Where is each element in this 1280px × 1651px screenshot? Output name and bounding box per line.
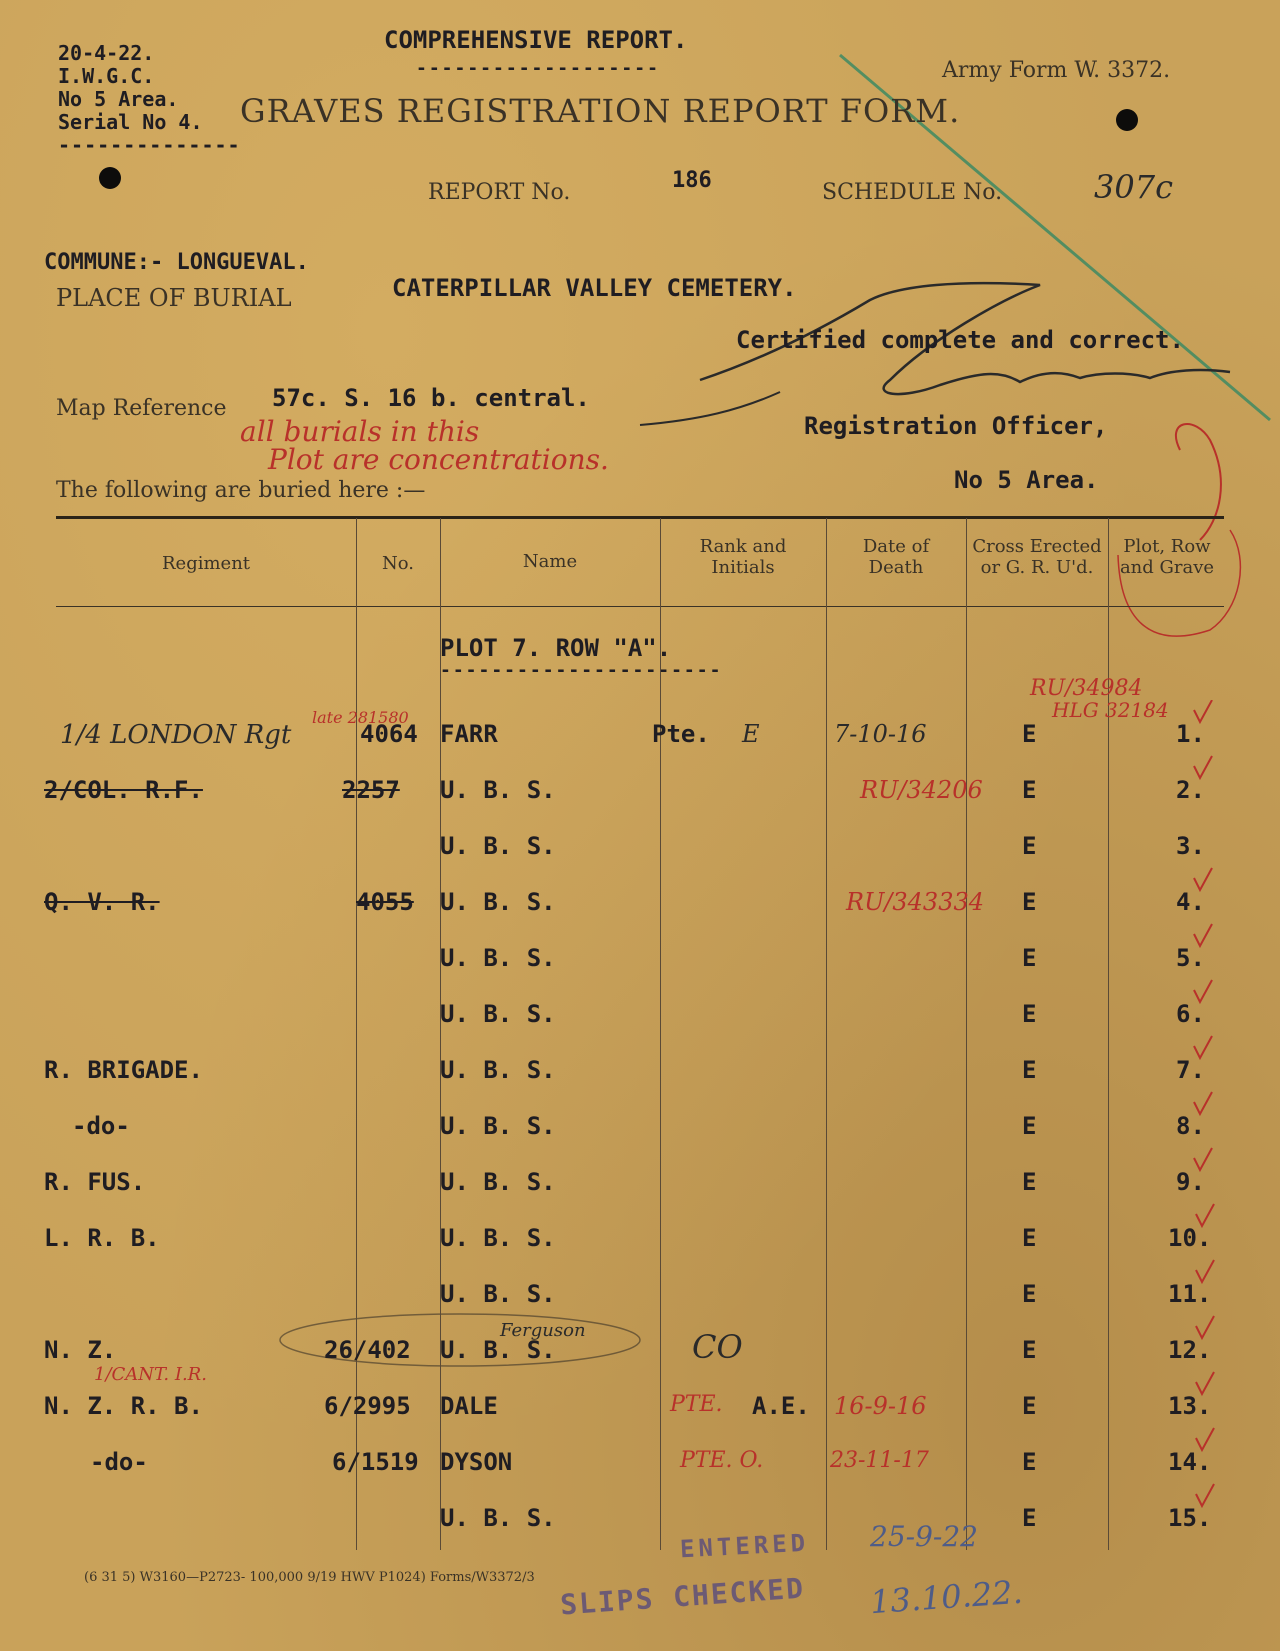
report-type: COMPREHENSIVE REPORT. [384,26,688,54]
soldier-name: U. B. S. [440,1112,556,1140]
initials-hand: E [742,720,760,748]
schedule-no-label: SCHEDULE No. [822,180,1003,205]
table-row [0,676,1280,766]
check-mark [1196,1372,1214,1394]
stamp-date: 20-4-22. [58,41,155,65]
service-number: 6/2995 [324,1392,411,1420]
number-hand: late 281580 [312,708,409,727]
check-mark [1196,1204,1214,1226]
grave-number: 9. [1176,1168,1205,1196]
regiment: Q. V. R. [44,888,160,916]
col-header-plot: Plot, Row and Grave [1119,536,1215,578]
grave-number: 3. [1176,832,1205,860]
check-mark [1194,700,1212,722]
check-mark [1196,1428,1214,1450]
handwritten-note [240,415,609,476]
commune: COMMUNE:- LONGUEVAL. [44,250,309,275]
service-number: 26/402 [324,1336,411,1364]
table-row [0,1494,1280,1550]
regiment-hand: 1/4 LONDON Rgt [60,720,292,750]
stamp-iwgc: I.W.G.C. [58,64,155,88]
regiment: N. Z. [44,1336,117,1364]
rank-hand: PTE. [670,1392,723,1417]
grave-number: 5. [1176,944,1205,972]
punch-hole-left [99,167,121,189]
office-stamp [58,42,241,157]
cross-status: E [1022,1224,1037,1252]
regiment: R. FUS. [44,1168,146,1196]
check-mark [1194,868,1212,890]
date-of-death: 16-9-16 [834,1392,927,1420]
table-row [0,878,1280,934]
check-mark [1196,1316,1214,1338]
plot-heading-underline: ---------------------- [440,660,723,681]
grave-number: 14. [1168,1448,1212,1476]
table-row [0,1102,1280,1158]
grave-number: 1. [1176,720,1205,748]
soldier-name: U. B. S. [440,944,556,972]
soldier-name: DALE [440,1392,498,1420]
soldier-name: U. B. S. [440,888,556,916]
report-type-underline: ------------------- [416,58,660,79]
table-row [0,1438,1280,1494]
name-hand: Ferguson [500,1320,586,1341]
cross-status: E [1022,1392,1037,1420]
date-red-note: RU/34206 [860,776,983,804]
signature-tail [640,392,780,425]
table-row [0,766,1280,822]
grave-number: 15. [1168,1504,1212,1532]
registration-officer: Registration Officer, [804,412,1108,440]
check-mark [1194,1036,1212,1058]
slips-checked-stamp: SLIPS CHECKED [559,1571,807,1622]
service-number: 4064 [360,720,418,748]
service-number: 6/1519 [332,1448,419,1476]
certified-statement: Certified complete and correct. [736,326,1184,354]
cross-status: E [1022,1336,1037,1364]
soldier-name: U. B. S. [440,1504,556,1532]
check-mark [1194,756,1212,778]
place-of-burial-value: CATERPILLAR VALLEY CEMETERY. [392,274,797,302]
table-row [0,934,1280,990]
map-reference-label: Map Reference [56,396,227,421]
table-row [0,1364,1280,1438]
handwritten-note-line-1: all burials in this [240,415,480,448]
cross-status: E [1022,944,1037,972]
rank-hand: CO [692,1328,743,1366]
date-of-death: 23-11-17 [830,1448,929,1473]
initials: A.E. [752,1392,810,1420]
cross-status: E [1022,888,1037,916]
soldier-name: U. B. S. [440,776,556,804]
plot-heading: PLOT 7. ROW "A". [440,634,672,662]
stamp-underline: -------------- [58,133,241,157]
col-header-regiment: Regiment [161,553,251,574]
report-no-label: REPORT No. [428,180,571,205]
table-row [0,1046,1280,1102]
check-mark [1194,1148,1212,1170]
cross-status: E [1022,1168,1037,1196]
grave-number: 12. [1168,1336,1212,1364]
cross-status: E [1022,776,1037,804]
date-of-death: 7-10-16 [834,720,927,748]
cross-status: E [1022,1112,1037,1140]
col-header-rank: Rank and Initials [699,536,787,578]
grave-number: 4. [1176,888,1205,916]
table-row [0,1158,1280,1214]
soldier-name: U. B. S. [440,1168,556,1196]
regiment: -do- [72,1112,130,1140]
check-mark [1196,1260,1214,1282]
check-mark [1194,924,1212,946]
soldier-name: U. B. S. [440,1336,556,1364]
table-header-rule [56,606,1224,607]
regiment: -do- [90,1448,148,1476]
rank: Pte. [652,720,710,748]
col-header-no: No. [382,553,414,574]
table-row [0,822,1280,878]
regiment-hand: 1/CANT. I.R. [94,1364,207,1385]
table-row [0,1214,1280,1270]
col-header-date: Date of Death [862,536,930,578]
service-number: 4055 [356,888,414,916]
col-header-cross: Cross Erected or G. R. U'd. [972,536,1102,578]
cross-status: E [1022,1280,1037,1308]
soldier-name: U. B. S. [440,1056,556,1084]
soldier-name: U. B. S. [440,1224,556,1252]
row-ink-note: HLG 32184 [1052,698,1169,722]
table-row [0,1270,1280,1326]
punch-hole-right [1116,109,1138,131]
handwritten-note-line-2: Plot are concentrations. [268,443,609,476]
red-bracket-mark [1176,424,1221,540]
army-form-number: Army Form W. 3372. [942,58,1171,83]
regiment: 2/COL. R.F. [44,776,203,804]
report-no-value: 186 [672,168,712,193]
place-of-burial-label: PLACE OF BURIAL [56,284,292,312]
grave-number: 10. [1168,1224,1212,1252]
grave-number: 13. [1168,1392,1212,1420]
grave-number: 11. [1168,1280,1212,1308]
cross-status: E [1022,1448,1037,1476]
schedule-no-value: 307c [1094,168,1173,206]
footer-print-code: (6 31 5) W3160—P2723- 100,000 9/19 HWV P1024) Forms/W3372/3 [84,1570,535,1585]
col-header-name: Name [522,551,578,572]
cross-status: E [1022,720,1037,748]
map-reference-value: 57c. S. 16 b. central. [272,384,590,412]
service-number: 2257 [342,776,400,804]
entered-stamp-date: 25-9-22 [870,1520,978,1553]
check-marks [1192,700,1232,1540]
grave-number: 2. [1176,776,1205,804]
check-mark [1194,980,1212,1002]
rank-hand: PTE. O. [680,1448,764,1473]
table-top-rule [56,516,1224,519]
soldier-name: U. B. S. [440,1000,556,1028]
regiment: N. Z. R. B. [44,1392,203,1420]
check-mark [1194,1092,1212,1114]
form-title: GRAVES REGISTRATION REPORT FORM. [240,92,961,130]
cross-status: E [1022,1000,1037,1028]
area-label: No 5 Area. [954,466,1099,494]
table-row [0,990,1280,1046]
cross-status: E [1022,1504,1037,1532]
grave-number: 7. [1176,1056,1205,1084]
buried-here-label: The following are buried here :— [56,478,426,503]
soldier-name: FARR [440,720,498,748]
stamp-area: No 5 Area. [58,87,179,111]
row-red-note: RU/34984 [1030,676,1143,701]
entered-stamp: ENTERED [679,1528,810,1564]
cross-status: E [1022,1056,1037,1084]
regiment: L. R. B. [44,1224,160,1252]
stamp-serial: Serial No 4. [58,110,203,134]
check-mark [1196,1484,1214,1506]
regiment: R. BRIGADE. [44,1056,203,1084]
date-red-note: RU/343334 [846,888,984,916]
soldier-name: U. B. S. [440,1280,556,1308]
grave-number: 8. [1176,1112,1205,1140]
soldier-name: DYSON [440,1448,513,1476]
slips-checked-date: 13.10.22. [868,1572,1024,1622]
grave-number: 6. [1176,1000,1205,1028]
cross-status: E [1022,832,1037,860]
soldier-name: U. B. S. [440,832,556,860]
